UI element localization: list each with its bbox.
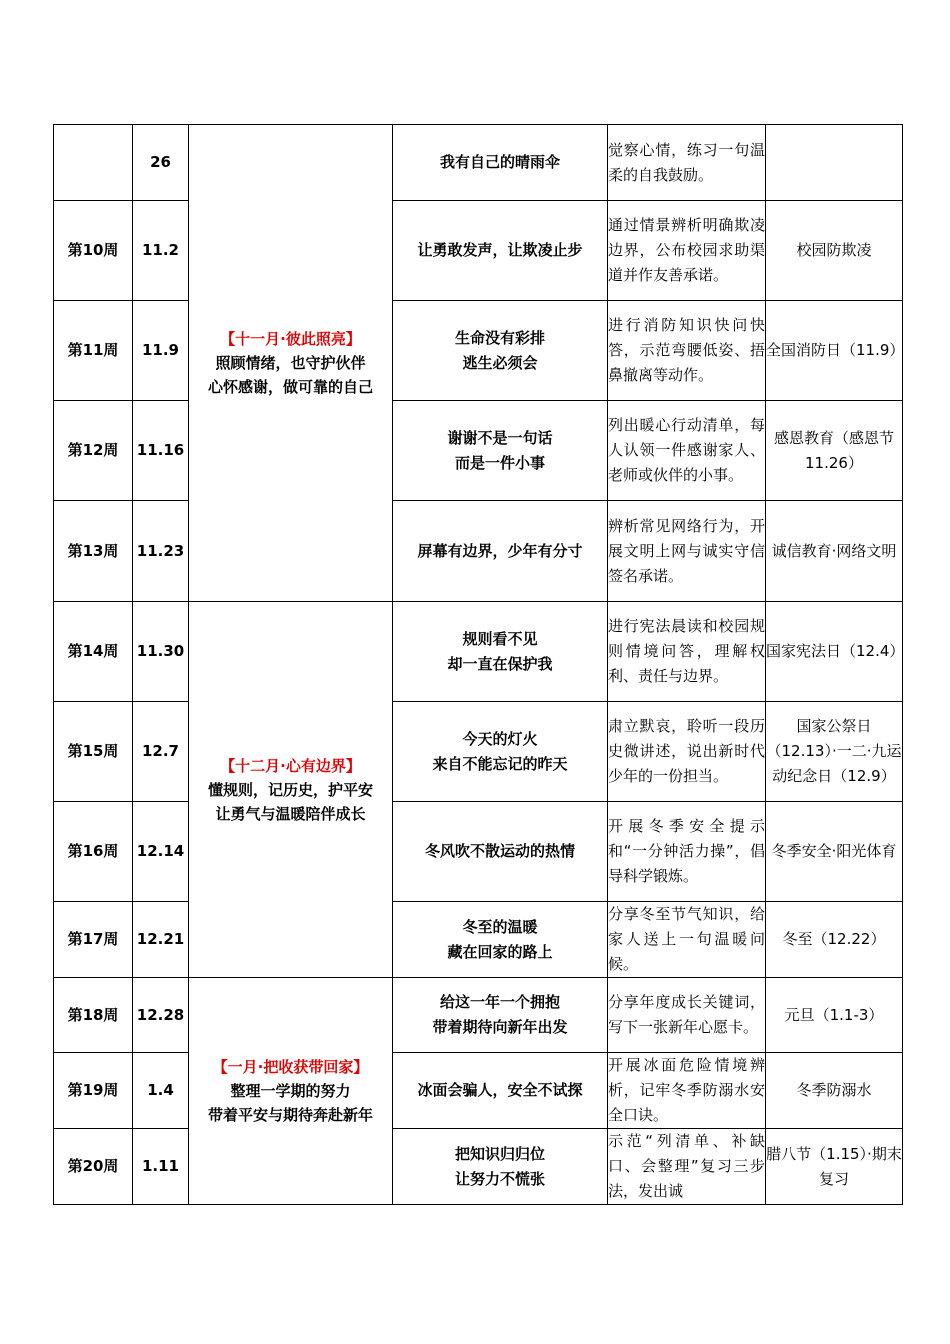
topic-line: 把知识归归位 — [454, 1144, 545, 1163]
topic-cell — [393, 602, 608, 702]
topic-line: 我有自己的晴雨伞 — [439, 153, 560, 171]
topic-line: 藏在回家的路上 — [447, 942, 553, 961]
date-cell: 12.28 — [133, 978, 189, 1053]
activity-cell: 进行宪法晨读和校园规则情境问答，理解权利、责任与边界。 — [608, 602, 766, 702]
topic-line: 却一直在保护我 — [447, 654, 553, 673]
topic-cell — [393, 1053, 608, 1129]
topic-line: 给这一年一个拥抱 — [439, 993, 560, 1011]
topic-line: 冰面会骗人，安全不试探 — [417, 1081, 583, 1099]
month-theme-title: 【十一月·彼此照亮】 — [220, 330, 361, 348]
activity-cell: 辨析常见网络行为，开展文明上网与诚实守信签名承诺。 — [608, 501, 766, 602]
topic-cell — [393, 301, 608, 401]
month-theme-cell — [189, 978, 393, 1205]
week-cell: 第10周 — [54, 201, 133, 301]
table-row — [54, 802, 903, 902]
month-theme-cell — [189, 602, 393, 978]
topic-cell — [393, 802, 608, 902]
table-row — [54, 978, 903, 1053]
topic-line: 让勇敢发声，让欺凌止步 — [417, 241, 583, 259]
activity-cell: 进行消防知识快问快答，示范弯腰低姿、捂鼻撤离等动作。 — [608, 301, 766, 401]
table-row — [54, 702, 903, 802]
topic-line: 让努力不慌张 — [454, 1169, 545, 1188]
date-cell: 1.11 — [133, 1129, 189, 1205]
activity-cell: 肃立默哀，聆听一段历史微讲述，说出新时代少年的一份担当。 — [608, 702, 766, 802]
topic-line: 生命没有彩排 — [454, 328, 545, 347]
topic-line: 冬至的温暖 — [462, 917, 538, 936]
event-cell: 全国消防日（11.9） — [766, 301, 903, 401]
topic-line: 而是一件小事 — [454, 453, 545, 472]
topic-cell — [393, 125, 608, 201]
event-cell: 冬季安全·阳光体育 — [766, 802, 903, 902]
topic-line: 屏幕有边界，少年有分寸 — [417, 541, 583, 560]
week-cell: 第14周 — [54, 602, 133, 702]
table-row — [54, 301, 903, 401]
date-cell: 12.14 — [133, 802, 189, 902]
activity-cell: 开展冬季安全提示和“一分钟活力操”，倡导科学锻炼。 — [608, 802, 766, 902]
month-theme-line: 心怀感谢，做可靠的自己 — [207, 378, 373, 396]
event-cell: 冬季防溺水 — [766, 1053, 903, 1129]
topic-cell — [393, 501, 608, 602]
date-cell: 11.30 — [133, 602, 189, 702]
week-cell: 第17周 — [54, 902, 133, 978]
month-theme-line: 整理一学期的努力 — [230, 1082, 351, 1100]
table-row — [54, 1129, 903, 1205]
event-cell: 国家公祭日（12.13）·一二·九运动纪念日（12.9） — [766, 702, 903, 802]
week-cell: 第19周 — [54, 1053, 133, 1129]
event-cell: 国家宪法日（12.4） — [766, 602, 903, 702]
week-cell: 第20周 — [54, 1129, 133, 1205]
table-row — [54, 201, 903, 301]
topic-cell — [393, 902, 608, 978]
table-row — [54, 602, 903, 702]
table-row — [54, 501, 903, 602]
activity-cell: 开展冰面危险情境辨析，记牢冬季防溺水安全口诀。 — [608, 1053, 766, 1129]
week-cell: 第12周 — [54, 401, 133, 501]
topic-line: 带着期待向新年出发 — [432, 1018, 568, 1036]
month-theme-title: 【一月·把收获带回家】 — [212, 1058, 369, 1076]
week-cell: 第13周 — [54, 501, 133, 602]
event-cell: 感恩教育（感恩节 11.26） — [766, 401, 903, 501]
month-theme-title: 【十二月·心有边界】 — [220, 756, 361, 775]
activity-cell: 分享冬至节气知识，给家人送上一句温暖问候。 — [608, 902, 766, 978]
event-cell: 诚信教育·网络文明 — [766, 501, 903, 602]
activity-cell: 分享年度成长关键词，写下一张新年心愿卡。 — [608, 978, 766, 1053]
table-row — [54, 902, 903, 978]
activity-cell: 列出暖心行动清单，每人认领一件感谢家人、老师或伙伴的小事。 — [608, 401, 766, 501]
topic-line: 来自不能忘记的昨天 — [432, 754, 568, 773]
topic-line: 今天的灯火 — [462, 729, 538, 748]
topic-line: 冬风吹不散运动的热情 — [424, 842, 575, 860]
event-cell — [766, 125, 903, 201]
date-cell: 1.4 — [133, 1053, 189, 1129]
date-cell: 11.2 — [133, 201, 189, 301]
event-cell: 元旦（1.1-3） — [766, 978, 903, 1053]
month-theme-line: 让勇气与温暖陪伴成长 — [215, 804, 366, 823]
date-cell: 26 — [133, 125, 189, 201]
month-theme-line: 懂规则，记历史，护平安 — [207, 780, 373, 799]
table-row — [54, 1053, 903, 1129]
date-cell: 11.9 — [133, 301, 189, 401]
topic-line: 谢谢不是一句话 — [447, 428, 553, 447]
week-cell — [54, 125, 133, 201]
activity-cell: 通过情景辨析明确欺凌边界，公布校园求助渠道并作友善承诺。 — [608, 201, 766, 301]
month-theme-line: 照顾情绪，也守护伙伴 — [215, 354, 366, 372]
week-cell: 第18周 — [54, 978, 133, 1053]
month-theme-line: 带着平安与期待奔赴新年 — [207, 1106, 373, 1124]
topic-cell — [393, 201, 608, 301]
week-cell: 第15周 — [54, 702, 133, 802]
event-cell: 腊八节（1.15）·期末复习 — [766, 1129, 903, 1205]
event-cell: 冬至（12.22） — [766, 902, 903, 978]
week-cell: 第16周 — [54, 802, 133, 902]
table-row — [54, 125, 903, 201]
week-cell: 第11周 — [54, 301, 133, 401]
month-theme-cell — [189, 125, 393, 602]
schedule-table — [53, 124, 903, 1205]
topic-cell — [393, 702, 608, 802]
topic-line: 逃生必须会 — [462, 353, 538, 372]
topic-cell — [393, 401, 608, 501]
event-cell: 校园防欺凌 — [766, 201, 903, 301]
date-cell: 12.21 — [133, 902, 189, 978]
activity-cell: 示范“列清单、补缺口、会整理”复习三步法，发出诚 — [608, 1129, 766, 1205]
topic-cell — [393, 978, 608, 1053]
date-cell: 11.16 — [133, 401, 189, 501]
activity-cell: 觉察心情，练习一句温柔的自我鼓励。 — [608, 125, 766, 201]
date-cell: 12.7 — [133, 702, 189, 802]
topic-cell — [393, 1129, 608, 1205]
table-row — [54, 401, 903, 501]
date-cell: 11.23 — [133, 501, 189, 602]
topic-line: 规则看不见 — [462, 629, 538, 648]
